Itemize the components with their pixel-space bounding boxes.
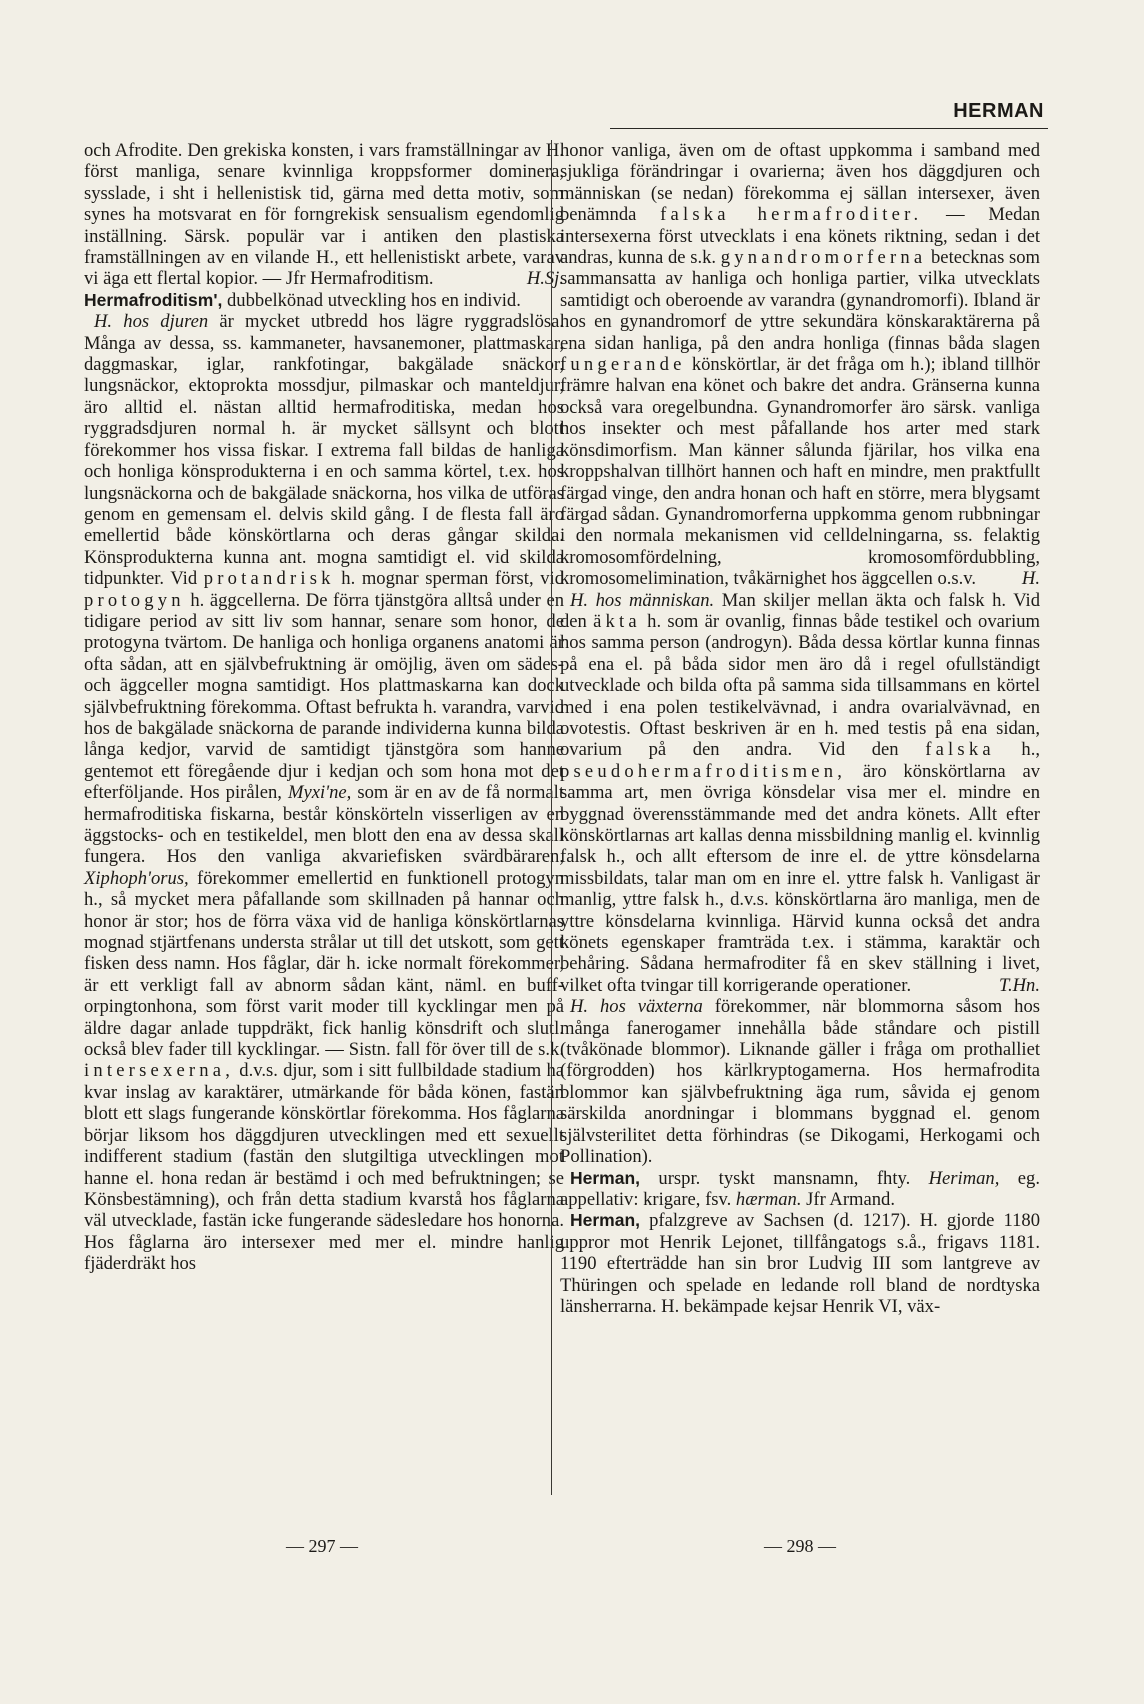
spaced-term: fungerande (560, 354, 686, 376)
latin-name: Myxi'ne, (287, 782, 352, 804)
spaced-term: intersexerna, (84, 1060, 235, 1082)
spaced-term: pseudohermafroditismen, (560, 760, 847, 782)
spaced-term: gynandromorferna (720, 247, 927, 269)
author-signature: H.Sj. (526, 268, 564, 290)
running-head: HERMAN (953, 100, 1044, 122)
latin-name: Xiphoph'orus, (84, 867, 189, 889)
entry-hermafroditism: Hermafroditism', dubbelkönad utveckling hos en individ. (84, 289, 521, 311)
spaced-term: äkta (593, 610, 641, 632)
column-rule (551, 140, 552, 1495)
headword: Herman, (570, 1210, 641, 1231)
section-lead: H. hos djuren (94, 311, 209, 333)
author-signature: H. (1021, 568, 1040, 590)
paragraph-vaxterna: H. hos växterna förekommer, när blommorna såsom hos många fanerogamer innehålla både ståndare och pistill (tvåkönade blommor). Liknande gäller i fråga om prothalliet (förgrodden) hos kärlkryptogamerna. Hos hermafrodita blommor kan självbefruktning äga rum, såvida ej genom särskilda anordningar i blommans byggnad el. genom självsterilitet detta förhindras (se Dikogami, Herkogami och Pollination). (560, 996, 1040, 1168)
headword: Hermafroditism', (84, 289, 223, 310)
right-column (560, 140, 1040, 1317)
section-lead: H. hos växterna (570, 996, 703, 1018)
page-number-right: — 298 — (764, 1536, 836, 1556)
spaced-term: falska (925, 739, 995, 761)
spaced-term: falska hermafroditer. (660, 204, 923, 226)
section-lead: H. hos människan. (570, 589, 715, 611)
page-number-left: — 297 — (286, 1536, 358, 1556)
author-signature: T.Hn. (999, 974, 1040, 996)
paragraph-afrodite: och Afrodite. Den grekiska konsten, i vars framställningar av H. först manliga, senare kvinnliga kroppsformer dominera, sysslade, i sht i hellenistisk tid, gärna med detta motiv, som synes ha motsvarat en för forngrekisk sensualism egendomlig inställning. Särsk. populär var i antiken den plastiska framställningen av en vilande H., ett hellenistiskt arbete, varav vi äga ett flertal kopior. — Jfr Hermafroditism. H.Sj. (84, 140, 564, 290)
spaced-term: protandrisk (203, 568, 335, 590)
headword: Herman, (570, 1167, 641, 1188)
paragraph-djuren: H. hos djuren är mycket utbredd hos lägre ryggradslösa. Många av dessa, ss. kammaneter, havsanemoner, plattmaskar, daggmaskar, iglar, rankfotingar, bakgälade snäckor, lungsnäckor, ektoprokta mossdjur, pilmaskar och manteldjur, äro alltid el. nästan alltid hermafroditiska, medan hos ryggradsdjuren normal h. är mycket sällsynt och blott förekommer hos vissa fiskar. I extrema fall bildas de hanliga och honliga könsprodukterna i en och samma körtel, t.ex. hos lungsnäckorna och de bakgälade snäckorna, hos vilka de utföras genom en gemensam el. delvis skild gång. I de flesta fall äro emellertid både könskörtlarna och deras gångar skilda. Könsprodukterna kunna ant. mogna samtidigt el. vid skilda tidpunkter. Vid protandrisk h. mognar sperman först, vid protogyn h. äggcellerna. De förra tjänstgöra alltså under en tidigare period av sitt liv som hannar, senare som honor, de protogyna tvärtom. De hanliga och honliga organens anatomi är ofta sådan, att en självbefruktning är omöjlig, även om sädes- och äggceller mogna samtidigt. Hos plattmaskarna kan dock självbefruktning förekomma. Oftast befrukta h. varandra, varvid hos de bakgälade snäckorna de parande individerna kunna bilda långa kedjor, varvid de samtidigt tjänstgöra som hanne gentemot ett föregående djur i kedjan och som hona mot det efterföljande. Hos pirålen, Myxi'ne, som är en av de få normalt hermafroditiska fiskarna, består könskörteln visserligen av en äggstocks- och en testikeldel, men blott den ena av dessa skall fungera. Hos den vanliga akvariefisken svärdbäraren, Xiphoph'orus, förekommer emellertid en funktionell protogyn h., så mycket mera påfallande som skillnaden på hannar och honor är stor; hos de förra växa vid de hanliga könskörtlarnas mognad stjärtfenans understa strålar ut till det utskott, som gett fisken dess namn. Hos fåglar, där h. icke normalt förekommer, är ett verkligt fall av abnorm sådan känt, näml. en buff-orpingtonhona, som först varit moder till kycklingar men på äldre dagar anlade tuppdräkt, fick hanlig könsdrift och slutl. också blev fader till kycklingar. — Sistn. fall för över till de s.k. intersexerna, d.v.s. djur, som i sitt fullbildade stadium ha kvar inslag av karaktärer, utmärkande för båda könen, fastän blott ett slags fungerande könskörtlar förekomma. Hos fåglarna börjar liksom hos däggdjuren utvecklingen med ett sexuellt indifferent stadium (fastän den slutgiltiga utvecklingen mot hanne el. hona redan är bestämd i och med befruktningen; se Könsbestämning), och från detta stadium kvarstå hos fåglarna väl utvecklade, fastän icke fungerande sädesledare hos honorna. Hos fåglarna äro intersexer med mer el. mindre hanlig fjäderdräkt hos (84, 311, 564, 1275)
header-rule (610, 128, 1048, 129)
paragraph-continuation: honor vanliga, även om de oftast uppkomma i samband med sjukliga förändringar i ovarierna; även hos däggdjuren och människan (se nedan) förekomma ej sällan intersexer, även benämnda falska hermafroditer. — Medan intersexerna först utvecklats i ena könets riktning, sedan i det andras, kunna de s.k. gynandromorferna betecknas som sammansatta av hanliga och honliga partier, vilka utvecklats samtidigt och oberoende av varandra (gynandromorfi). Ibland är hos en gynandromorf de yttre sekundära könskaraktärerna på ena sidan hanliga, på den andra honliga (finnas båda slagen fungerande könskörtlar, är det fråga om h.); ibland tillhör främre halvan ena könet och bakre det andra. Gränserna kunna också vara oregelbundna. Gynandromorfer äro särsk. vanliga hos insekter och mest påfallande hos arter med stark könsdimorfism. Man känner sålunda fjärilar, hos vilka ena kroppshalvan tillhört hannen och haft en mindre, men praktfullt färgad vinge, den andra honan och haft en större, mera blygsamt färgad sådan. Gynandromorferna uppkomma genom rubbningar i den normala mekanismen vid celldelningarna, ss. felaktig kromosomfördelning, kromosomfördubbling, kromosomelimination, tvåkärnighet hos äggcellen o.s.v. H. (560, 140, 1040, 590)
entry-herman-name: Herman, urspr. tyskt mansnamn, fhty. Heriman, eg. appellativ: krigare, fsv. hærman. Jfr Armand. (560, 1167, 1040, 1210)
left-column (84, 140, 564, 1275)
entry-herman-pfalzgreve: Herman, pfalzgreve av Sachsen (d. 1217). H. gjorde 1180 uppror mot Henrik Lejonet, tillfångatogs s.å., frigavs 1181. 1190 efterträdde han sin bror Ludvig III som lantgreve av Thüringen och spelade en ledande roll bland de nordtyska länsherrarna. H. bekämpade kejsar Henrik VI, väx- (560, 1210, 1040, 1317)
spaced-term: protogyn (84, 589, 185, 611)
paragraph-manniskan: H. hos människan. Man skiljer mellan äkta och falsk h. Vid den äkta h. som är ovanlig, finnas både testikel och ovarium hos samma person (androgyn). Båda dessa körtlar kunna finnas på ena el. på båda sidor men äro då i regel ofullständigt utvecklade och bilda ofta på samma sida tillsammans en körtel med i ena polen testikelvävnad, i andra ovarialvävnad, en ovotestis. Oftast beskriven är en h. med testis på ena sidan, ovarium på den andra. Vid den falska h., pseudohermafroditismen, äro könskörtlarna av samma art, men övriga könsdelar visa mer el. mindre en byggnad överensstämmande med det andra könets. Allt efter könskörtlarnas art kallas denna missbildning manlig el. kvinnlig falsk h., och allt eftersom de inre el. de yttre könsdelarna missbildats, talar man om en inre el. yttre falsk h. Vanligast är manlig, yttre falsk h., d.v.s. könskörtlarna äro manliga, men de yttre könsdelarna kvinnliga. Härvid kunna också det andra könets egenskaper framträda t.ex. i stämma, karaktär och behåring. Sådana hermafroditer få en skev ställning i livet, vilket ofta tvingar till korrigerande operationer. T.Hn. (560, 589, 1040, 996)
